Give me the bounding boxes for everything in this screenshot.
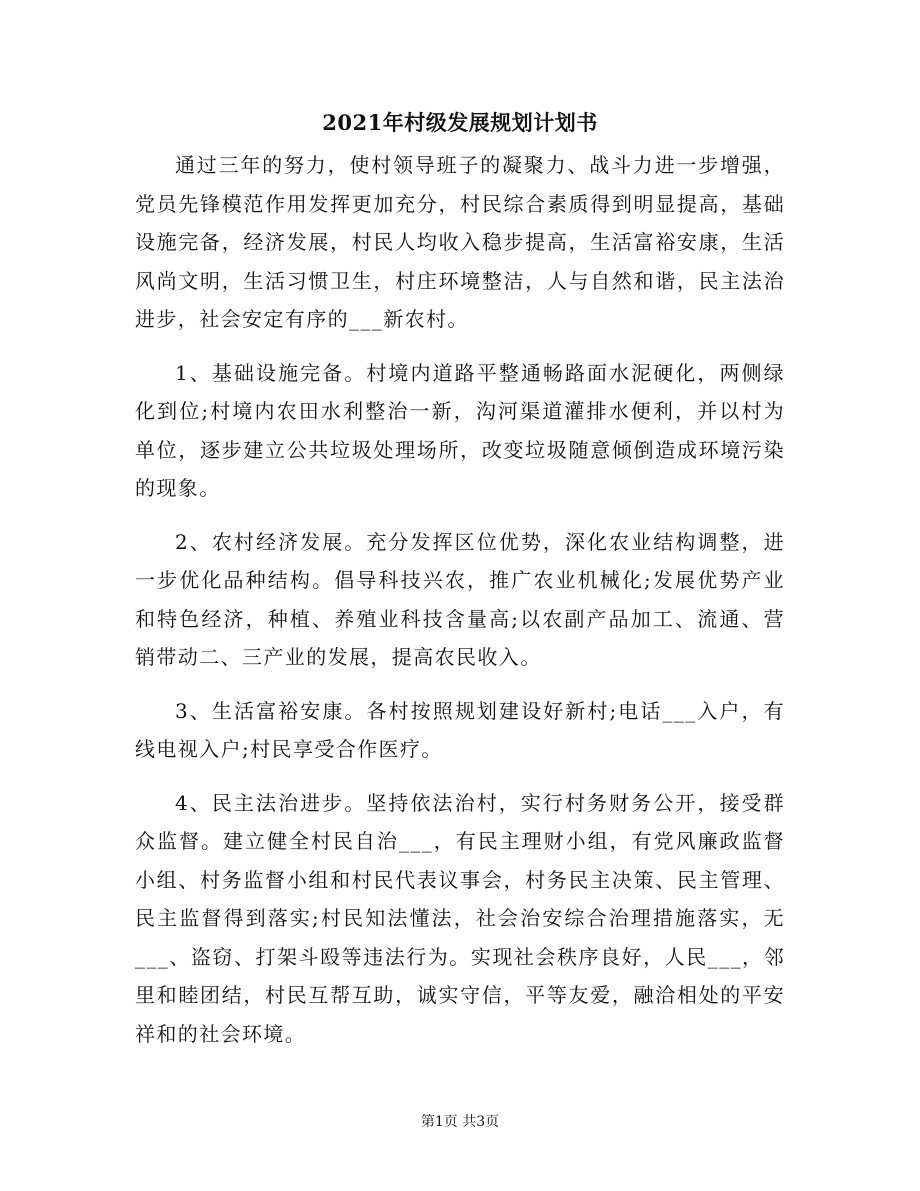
document-body <box>135 146 785 1068</box>
paragraph-intro: 通过三年的努力，使村领导班子的凝聚力、战斗力进一步增强，党员先锋模范作用发挥更加充分，村民综合素质得到明显提高，基础设施完备，经济发展，村民人均收入稳步提高，生活富裕安康，生活风尚文明，生活习惯卫生，村庄环境整洁，人与自然和谐，民主法治进步，社会安定有序的___新农村。 <box>135 153 785 331</box>
paragraph-economy: 2、农村经济发展。充分发挥区位优势，深化农业结构调整，进一步优化品种结构。倡导科技兴农，推广农业机械化;发展优势产业和特色经济，种植、养殖业科技含量高;以农副产品加工、流通、营销带动二、三产业的发展，提高农民收入。 <box>135 529 785 669</box>
paragraph-living: 3、生活富裕安康。各村按照规划建设好新村;电话___入户，有线电视入户;村民享受合作医疗。 <box>135 698 785 761</box>
paragraph-infrastructure: 1、基础设施完备。村境内道路平整通畅路面水泥硬化，两侧绿化到位;村境内农田水利整治一新，沟河渠道灌排水便利，并以村为单位，逐步建立公共垃圾处理场所，改变垃圾随意倾倒造成环境污染的现象。 <box>135 360 785 500</box>
paragraph-democracy: 4、民主法治进步。坚持依法治村，实行村务财务公开，接受群众监督。建立健全村民自治___，有民主理财小组，有党风廉政监督小组、村务监督小组和村民代表议事会，村务民主决策、民主管理、民主监督得到落实;村民知法懂法，社会治安综合治理措施落实，无___、盗窃、打架斗殴等违法行为。实现社会秩序良好，人民___，邻里和睦团结，村民互帮互助，诚实守信，平等友爱，融洽相处的平安祥和的社会环境。 <box>135 790 785 1046</box>
page-indicator: 第1页 共3页 <box>420 1114 500 1130</box>
document-title: 2021年村级发展规划计划书 <box>322 110 598 135</box>
